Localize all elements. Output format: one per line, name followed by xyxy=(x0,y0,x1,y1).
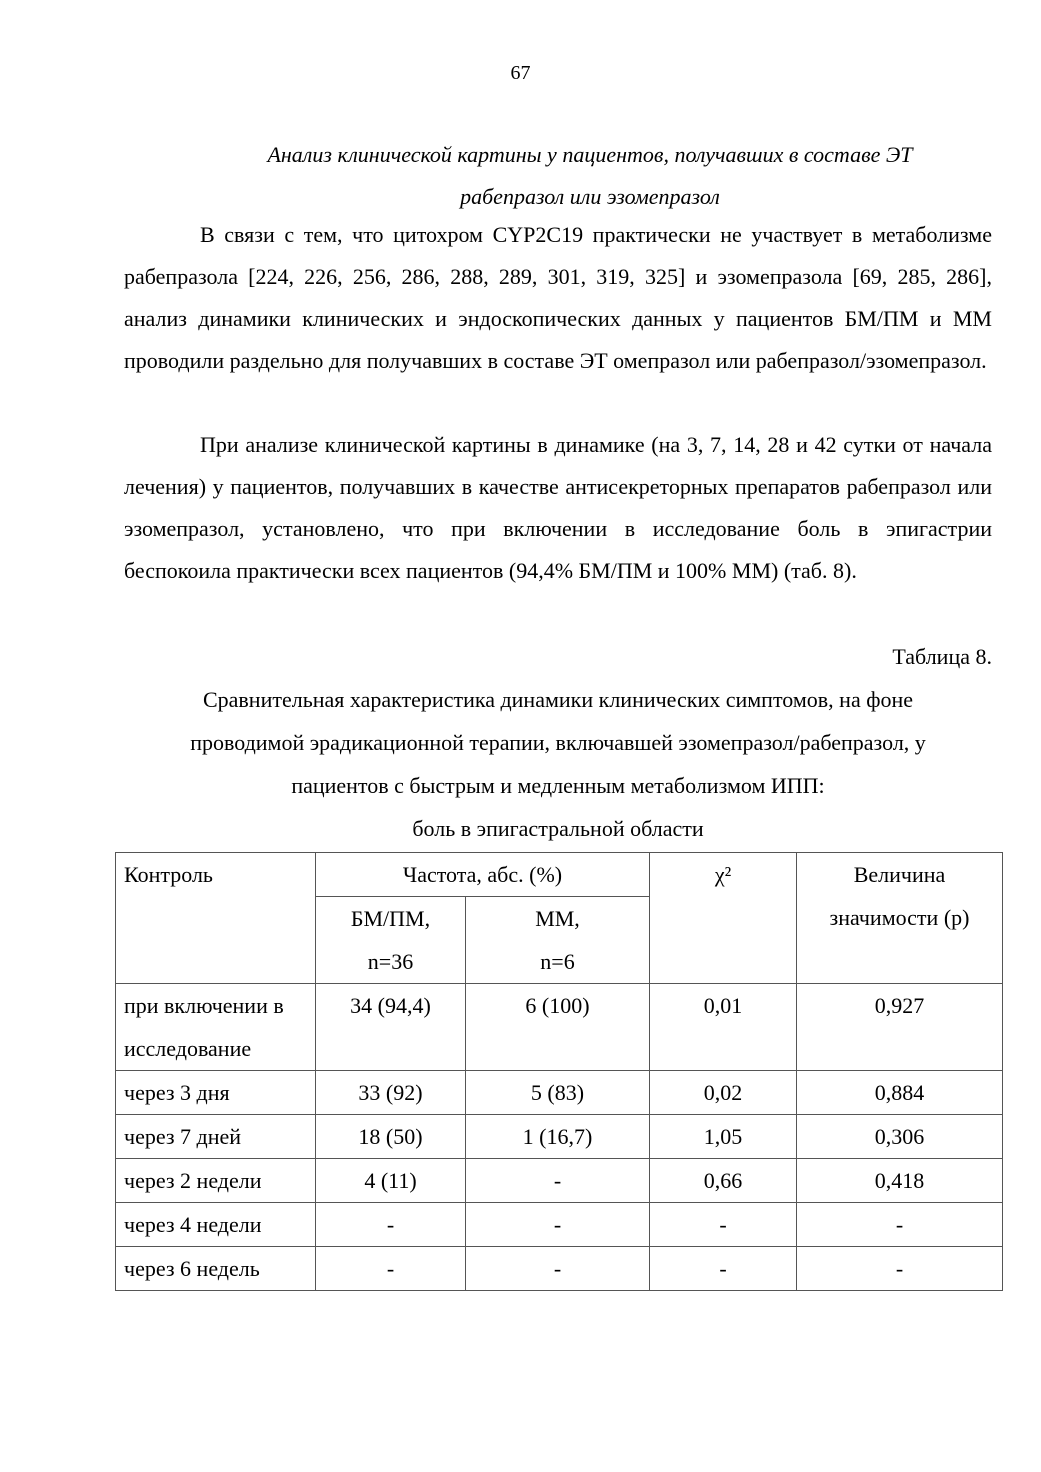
section-heading-line1: Анализ клинической картины у пациентов, получавших в составе ЭТ xyxy=(267,142,913,167)
header-significance-line1: Величина xyxy=(853,862,946,887)
table-row xyxy=(116,1203,1003,1247)
row-mm: - xyxy=(466,1247,650,1291)
row-mm: - xyxy=(466,1203,650,1247)
header-mm xyxy=(466,897,650,984)
row-bm: - xyxy=(316,1203,466,1247)
row-control-line1: при включении в xyxy=(124,993,284,1018)
header-mm-line1: ММ, xyxy=(535,906,580,931)
section-heading-line2: рабепразол или эзомепразол xyxy=(460,184,720,209)
table-row xyxy=(116,1159,1003,1203)
row-control: через 3 дня xyxy=(116,1071,316,1115)
row-bm: 18 (50) xyxy=(316,1115,466,1159)
header-bm xyxy=(316,897,466,984)
row-chi: - xyxy=(650,1247,797,1291)
row-mm: 1 (16,7) xyxy=(466,1115,650,1159)
header-bm-line2: n=36 xyxy=(367,949,414,974)
section-heading xyxy=(180,134,1000,218)
row-control: через 6 недель xyxy=(116,1247,316,1291)
paragraph-1: В связи с тем, что цитохром CYP2C19 практически не участвует в метаболизме рабепразола [224, 226, 256, 286, 288, 289, 301, 319, 325] и эзомепразола [69, 285, 286], анализ динамики клинических и эндоскопических данных у пациентов БМ/ПМ и ММ проводили раздельно для получавших в составе ЭТ омепразол или рабепразол/эзомепразол. xyxy=(124,222,992,373)
row-chi: 0,01 xyxy=(650,984,797,1071)
row-p: - xyxy=(797,1247,1003,1291)
row-p: 0,927 xyxy=(797,984,1003,1071)
row-control xyxy=(116,984,316,1071)
row-p: 0,418 xyxy=(797,1159,1003,1203)
header-significance-line2: значимости (р) xyxy=(829,905,970,930)
row-p: 0,306 xyxy=(797,1115,1003,1159)
row-mm: 5 (83) xyxy=(466,1071,650,1115)
header-significance xyxy=(797,853,1003,984)
row-bm: 33 (92) xyxy=(316,1071,466,1115)
row-chi: 0,66 xyxy=(650,1159,797,1203)
row-mm: - xyxy=(466,1159,650,1203)
header-mm-line2: n=6 xyxy=(540,949,575,974)
header-frequency: Частота, абс. (%) xyxy=(316,853,650,897)
table-caption-line1: Сравнительная характеристика динамики клинических симптомов, на фоне xyxy=(202,687,913,712)
row-chi: - xyxy=(650,1203,797,1247)
table-caption-line2: проводимой эрадикационной терапии, включавшей эзомепразол/рабепразол, у xyxy=(190,730,926,755)
row-bm: 34 (94,4) xyxy=(316,984,466,1071)
row-p: - xyxy=(797,1203,1003,1247)
table-row xyxy=(116,984,1003,1071)
row-control: через 2 недели xyxy=(116,1159,316,1203)
row-chi: 0,02 xyxy=(650,1071,797,1115)
row-control: через 7 дней xyxy=(116,1115,316,1159)
table-caption xyxy=(124,678,992,850)
header-bm-line1: БМ/ПМ, xyxy=(350,906,431,931)
table-caption-line4: боль в эпигастральной области xyxy=(412,816,704,841)
row-control-line2: исследование xyxy=(124,1036,252,1061)
symptom-table xyxy=(115,852,1003,1291)
row-bm: 4 (11) xyxy=(316,1159,466,1203)
table-header-row xyxy=(116,853,1003,897)
table-label: Таблица 8. xyxy=(892,644,992,669)
row-bm: - xyxy=(316,1247,466,1291)
row-control: через 4 недели xyxy=(116,1203,316,1247)
table-row xyxy=(116,1115,1003,1159)
row-chi: 1,05 xyxy=(650,1115,797,1159)
row-mm: 6 (100) xyxy=(466,984,650,1071)
table-row xyxy=(116,1247,1003,1291)
header-chi: χ² xyxy=(650,853,797,984)
header-control: Контроль xyxy=(116,853,316,984)
page-number: 67 xyxy=(510,62,531,84)
table-caption-line3: пациентов с быстрым и медленным метаболизмом ИПП: xyxy=(291,773,825,798)
row-p: 0,884 xyxy=(797,1071,1003,1115)
table-row xyxy=(116,1071,1003,1115)
paragraph-2: При анализе клинической картины в динамике (на 3, 7, 14, 28 и 42 сутки от начала лечения) у пациентов, получавших в качестве антисекреторных препаратов рабепразол или эзомепразол, установлено, что при включении в исследование боль в эпигастрии беспокоила практически всех пациентов (94,4% БМ/ПМ и 100% ММ) (таб. 8). xyxy=(124,432,992,583)
